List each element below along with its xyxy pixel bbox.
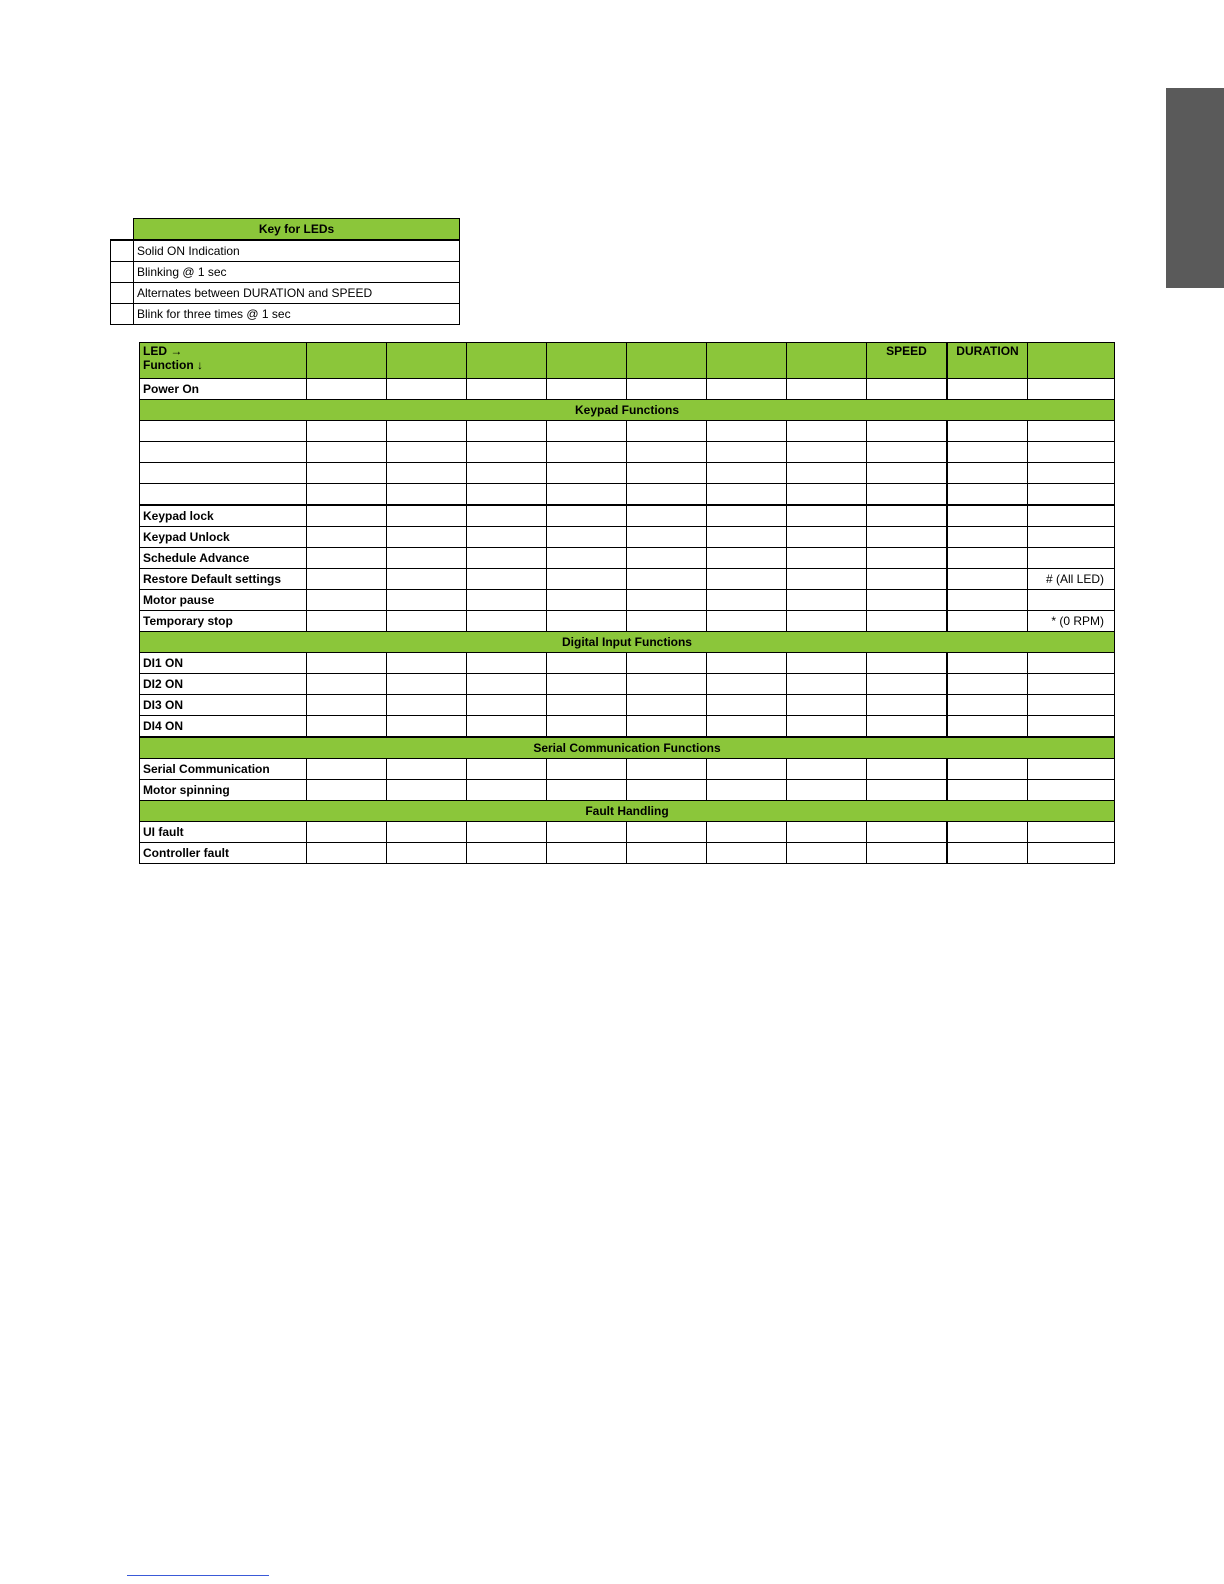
table-row bbox=[140, 379, 1115, 400]
function-label: Temporary stop bbox=[140, 611, 307, 632]
key-swatch bbox=[111, 283, 134, 304]
note-cell: # (All LED) bbox=[1028, 569, 1115, 590]
table-row bbox=[140, 674, 1115, 695]
section-title: Keypad Functions bbox=[140, 400, 1115, 421]
function-label: Schedule Advance bbox=[140, 548, 307, 569]
section-title: Serial Communication Functions bbox=[140, 737, 1115, 759]
function-label: DI1 ON bbox=[140, 653, 307, 674]
function-label: Restore Default settings bbox=[140, 569, 307, 590]
key-row bbox=[111, 262, 460, 283]
led-header-cell bbox=[547, 343, 627, 379]
footnote-separator bbox=[127, 1575, 269, 1576]
function-label: Motor spinning bbox=[140, 780, 307, 801]
function-label: Power On bbox=[140, 379, 307, 400]
table-row bbox=[140, 716, 1115, 738]
led-header-cell bbox=[627, 343, 707, 379]
led-header-cell bbox=[467, 343, 547, 379]
header-label-cell bbox=[140, 343, 307, 379]
table-row bbox=[140, 843, 1115, 864]
section-row bbox=[140, 400, 1115, 421]
note-cell: * (0 RPM) bbox=[1028, 611, 1115, 632]
key-description: Solid ON Indication bbox=[134, 240, 460, 262]
key-title: Key for LEDs bbox=[134, 219, 460, 241]
led-header-cell bbox=[787, 343, 867, 379]
table-row bbox=[140, 548, 1115, 569]
function-label: DI2 ON bbox=[140, 674, 307, 695]
led-key-table bbox=[110, 218, 460, 325]
table-row bbox=[140, 442, 1115, 463]
key-row bbox=[111, 240, 460, 262]
section-row bbox=[140, 737, 1115, 759]
function-label: Serial Communication bbox=[140, 759, 307, 780]
function-label: DI4 ON bbox=[140, 716, 307, 738]
duration-header: DURATION bbox=[947, 343, 1028, 379]
table-row bbox=[140, 695, 1115, 716]
led-function-table bbox=[139, 342, 1115, 864]
led-header-cell bbox=[707, 343, 787, 379]
key-description: Alternates between DURATION and SPEED bbox=[134, 283, 460, 304]
function-label: Controller fault bbox=[140, 843, 307, 864]
key-description: Blink for three times @ 1 sec bbox=[134, 304, 460, 325]
table-row bbox=[140, 780, 1115, 801]
key-swatch bbox=[111, 304, 134, 325]
function-label: DI3 ON bbox=[140, 695, 307, 716]
function-axis-label: Function ↓ bbox=[143, 358, 203, 372]
note-header-cell bbox=[1028, 343, 1115, 379]
function-label: Motor pause bbox=[140, 590, 307, 611]
table-row bbox=[140, 611, 1115, 632]
table-row bbox=[140, 484, 1115, 506]
led-axis-label: LED → bbox=[143, 344, 183, 358]
function-label: Keypad Unlock bbox=[140, 527, 307, 548]
table-row bbox=[140, 527, 1115, 548]
section-title: Fault Handling bbox=[140, 801, 1115, 822]
key-header-row bbox=[111, 219, 460, 241]
table-row bbox=[140, 421, 1115, 442]
led-header-cell bbox=[387, 343, 467, 379]
key-header-spacer bbox=[111, 219, 134, 241]
function-label: UI fault bbox=[140, 822, 307, 843]
key-description: Blinking @ 1 sec bbox=[134, 262, 460, 283]
section-row bbox=[140, 632, 1115, 653]
key-swatch bbox=[111, 240, 134, 262]
led-header-cell bbox=[307, 343, 387, 379]
table-row bbox=[140, 653, 1115, 674]
table-row bbox=[140, 759, 1115, 780]
key-row bbox=[111, 304, 460, 325]
key-swatch bbox=[111, 262, 134, 283]
table-row bbox=[140, 590, 1115, 611]
function-label: Keypad lock bbox=[140, 505, 307, 527]
speed-header: SPEED bbox=[867, 343, 948, 379]
section-title: Digital Input Functions bbox=[140, 632, 1115, 653]
table-row bbox=[140, 505, 1115, 527]
table-row bbox=[140, 569, 1115, 590]
section-row bbox=[140, 801, 1115, 822]
table-row bbox=[140, 822, 1115, 843]
table-row bbox=[140, 463, 1115, 484]
key-row bbox=[111, 283, 460, 304]
side-tab bbox=[1166, 88, 1224, 288]
header-row bbox=[140, 343, 1115, 379]
